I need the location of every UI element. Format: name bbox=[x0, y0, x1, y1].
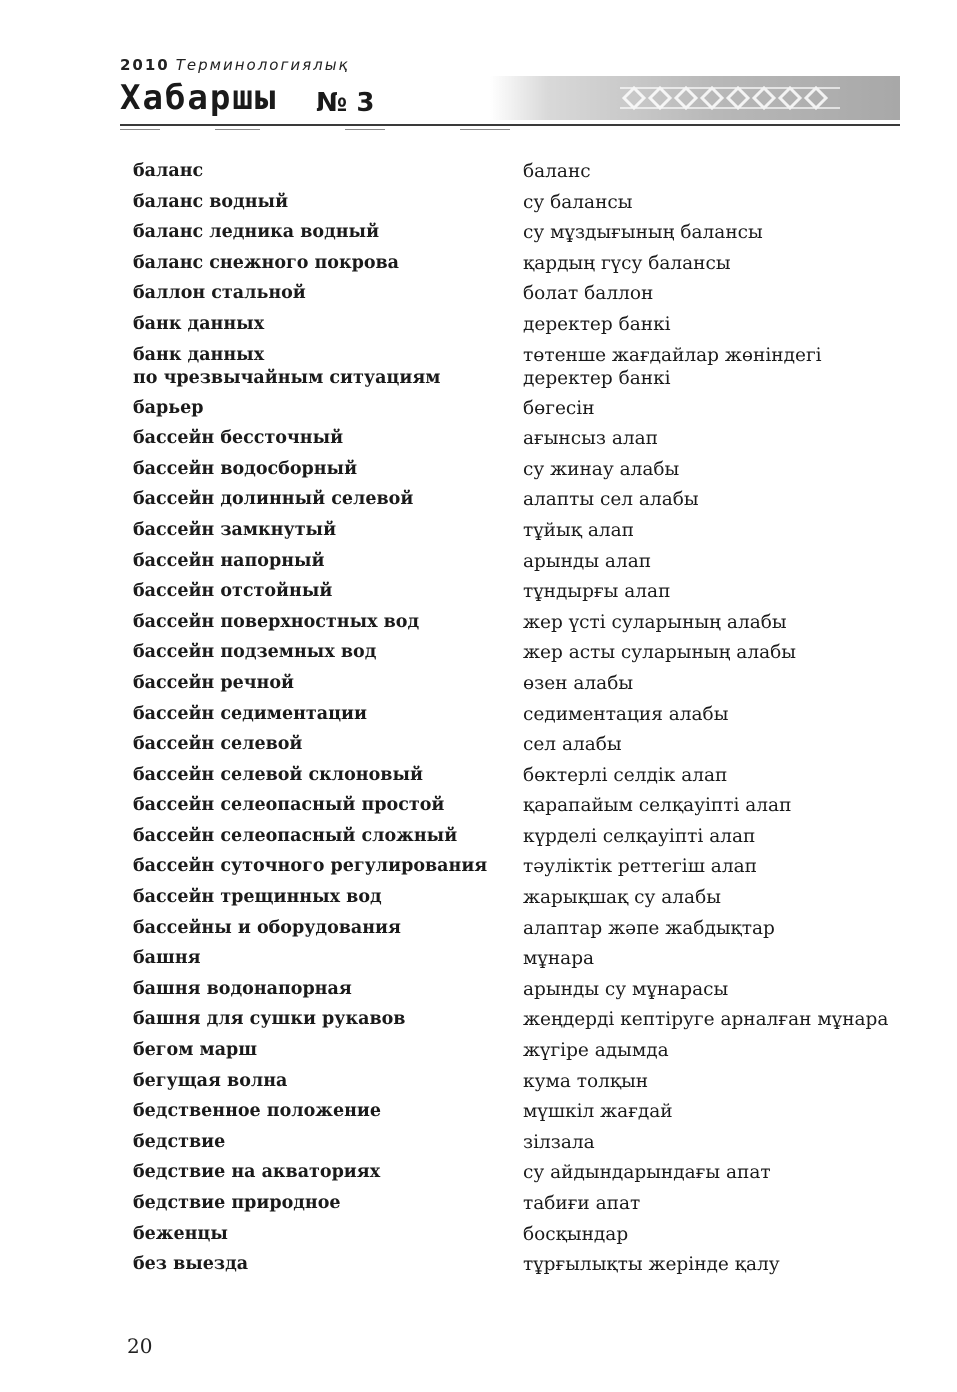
russian-term: бассейн селеопасный сложный bbox=[133, 825, 458, 846]
russian-term: бассейн суточного регулирования bbox=[133, 856, 488, 877]
kazakh-term: баланс bbox=[523, 161, 591, 182]
glossary-entry bbox=[133, 282, 913, 313]
header-year: 2010 bbox=[120, 56, 170, 74]
russian-term: бассейн водосборный bbox=[133, 458, 358, 479]
glossary-entry bbox=[133, 221, 913, 252]
kazakh-term: мүшкіл жағдай bbox=[523, 1101, 673, 1123]
kazakh-term: жарықшақ су алабы bbox=[523, 887, 721, 909]
journal-header bbox=[120, 56, 900, 146]
kazakh-term: жер асты суларының алабы bbox=[523, 642, 796, 664]
ornament-band bbox=[490, 76, 900, 120]
russian-term: бассейн напорный bbox=[133, 550, 325, 571]
russian-term: бассейны и оборудования bbox=[133, 917, 401, 938]
glossary-entry bbox=[133, 641, 913, 672]
glossary-entry bbox=[133, 764, 913, 795]
ornament-pattern-icon bbox=[620, 80, 840, 116]
kazakh-term: тұндырғы алап bbox=[523, 581, 671, 603]
russian-term: бедствие природное bbox=[133, 1193, 341, 1213]
glossary-entry bbox=[133, 252, 913, 283]
russian-term: беженцы bbox=[133, 1223, 228, 1244]
glossary-entry bbox=[133, 397, 913, 428]
kazakh-term: седиментация алабы bbox=[523, 703, 729, 725]
glossary-entry bbox=[133, 1039, 913, 1070]
glossary-entry bbox=[133, 947, 913, 978]
kazakh-term: су мұздығының балансы bbox=[523, 222, 763, 244]
page-number: 20 bbox=[127, 1334, 153, 1358]
glossary-entry bbox=[133, 427, 913, 458]
russian-term: бассейн подземных вод bbox=[133, 642, 377, 663]
glossary-entry bbox=[133, 672, 913, 703]
glossary-entry bbox=[133, 978, 913, 1009]
glossary-entry bbox=[133, 825, 913, 856]
header-rule-marks bbox=[120, 129, 520, 132]
russian-term: барьер bbox=[133, 397, 204, 418]
kazakh-term: күрделі селқауіпті алап bbox=[523, 825, 756, 847]
kazakh-term: тұрғылықты жерінде қалу bbox=[523, 1254, 780, 1276]
russian-term: бедствие bbox=[133, 1131, 226, 1152]
kazakh-term: су балансы bbox=[523, 191, 633, 213]
russian-term: баланс водный bbox=[133, 191, 289, 212]
glossary-entry bbox=[133, 733, 913, 764]
kazakh-term: зілзала bbox=[523, 1131, 595, 1153]
russian-term: башня для сушки рукавов bbox=[133, 1009, 406, 1030]
russian-term: баллон стальной bbox=[133, 283, 306, 304]
kazakh-term: су айдындарындағы апат bbox=[523, 1162, 771, 1184]
glossary-entry bbox=[133, 160, 913, 191]
russian-term: бассейн седиментации bbox=[133, 703, 367, 724]
glossary-entry bbox=[133, 550, 913, 581]
russian-term: бегом марш bbox=[133, 1040, 258, 1061]
kazakh-term: жеңдерді кептіруге арналған мұнара bbox=[523, 1009, 889, 1031]
kazakh-term: тәуліктік реттегіш алап bbox=[523, 856, 757, 878]
russian-term: банк данных bbox=[133, 313, 265, 334]
kazakh-term: су жинау алабы bbox=[523, 458, 680, 480]
kazakh-term: сел алабы bbox=[523, 734, 622, 756]
russian-term: банк данных по чрезвычайным ситуациям bbox=[133, 344, 441, 388]
kazakh-term: алапты сел алабы bbox=[523, 489, 699, 511]
russian-term: баланс bbox=[133, 161, 204, 181]
glossary-entry bbox=[133, 488, 913, 519]
kazakh-term: арынды су мұнарасы bbox=[523, 978, 729, 1000]
kazakh-term: жер үсті суларының алабы bbox=[523, 611, 787, 633]
kazakh-term: бөктерлі селдік алап bbox=[523, 764, 728, 786]
russian-term: бедствие на акваториях bbox=[133, 1162, 381, 1183]
glossary-entry bbox=[133, 1070, 913, 1101]
header-rule bbox=[120, 124, 900, 126]
glossary-entry bbox=[133, 1223, 913, 1254]
russian-term: башня bbox=[133, 948, 201, 969]
glossary-entry bbox=[133, 1131, 913, 1162]
glossary-entry bbox=[133, 519, 913, 550]
term-list bbox=[133, 160, 913, 1284]
glossary-entry bbox=[133, 794, 913, 825]
kazakh-term: алаптар жәпе жабдықтар bbox=[523, 917, 775, 939]
kazakh-term: деректер банкі bbox=[523, 313, 671, 335]
glossary-entry bbox=[133, 580, 913, 611]
russian-term: баланс ледника водный bbox=[133, 222, 380, 243]
kazakh-term: босқындар bbox=[523, 1223, 629, 1245]
header-subtitle bbox=[120, 56, 350, 74]
glossary-entry bbox=[133, 886, 913, 917]
header-issue-number: № 3 bbox=[316, 88, 375, 118]
kazakh-term: қардың гүсу балансы bbox=[523, 252, 731, 274]
glossary-entry bbox=[133, 344, 913, 397]
russian-term: бедственное положение bbox=[133, 1101, 381, 1122]
russian-term: бассейн бессточный bbox=[133, 428, 344, 449]
russian-term: башня водонапорная bbox=[133, 978, 352, 999]
kazakh-term: арынды алап bbox=[523, 550, 652, 572]
glossary-entry bbox=[133, 1100, 913, 1131]
russian-term: бассейн замкнутый bbox=[133, 519, 337, 540]
glossary-entry bbox=[133, 1008, 913, 1039]
kazakh-term: төтенше жағдайлар жөніндегі деректер банкі bbox=[523, 344, 822, 389]
kazakh-term: табиғи апат bbox=[523, 1193, 641, 1214]
russian-term: без выезда bbox=[133, 1254, 249, 1275]
kazakh-term: тұйық алап bbox=[523, 519, 634, 541]
glossary-entry bbox=[133, 703, 913, 734]
glossary-entry bbox=[133, 1161, 913, 1192]
kazakh-term: ағынсыз алап bbox=[523, 428, 658, 450]
glossary-entry bbox=[133, 313, 913, 344]
russian-term: бассейн селевой склоновый bbox=[133, 764, 423, 785]
glossary-entry bbox=[133, 1192, 913, 1223]
glossary-entry bbox=[133, 191, 913, 222]
russian-term: бассейн речной bbox=[133, 672, 294, 693]
glossary-entry bbox=[133, 458, 913, 489]
glossary-entry bbox=[133, 917, 913, 948]
russian-term: бассейн селевой bbox=[133, 734, 303, 755]
russian-term: баланс снежного покрова bbox=[133, 252, 400, 273]
russian-term: бассейн трещинных вод bbox=[133, 887, 382, 908]
glossary-entry bbox=[133, 611, 913, 642]
russian-term: бегущая волна bbox=[133, 1070, 288, 1091]
russian-term: бассейн отстойный bbox=[133, 581, 333, 602]
kazakh-term: өзен алабы bbox=[523, 672, 634, 694]
header-terminology: Терминологиялық bbox=[175, 56, 350, 74]
kazakh-term: кума толқын bbox=[523, 1070, 649, 1092]
russian-term: бассейн селеопасный простой bbox=[133, 795, 445, 816]
kazakh-term: болат баллон bbox=[523, 283, 654, 305]
glossary-entry bbox=[133, 855, 913, 886]
kazakh-term: бөгесін bbox=[523, 397, 595, 419]
header-title: Хабаршы bbox=[120, 78, 278, 118]
russian-term: бассейн долинный селевой bbox=[133, 489, 414, 510]
kazakh-term: қарапайым селқауіпті алап bbox=[523, 795, 792, 817]
russian-term: бассейн поверхностных вод bbox=[133, 611, 420, 632]
kazakh-term: жүгіре адымда bbox=[523, 1040, 669, 1062]
glossary-entry bbox=[133, 1253, 913, 1284]
kazakh-term: мұнара bbox=[523, 948, 595, 970]
